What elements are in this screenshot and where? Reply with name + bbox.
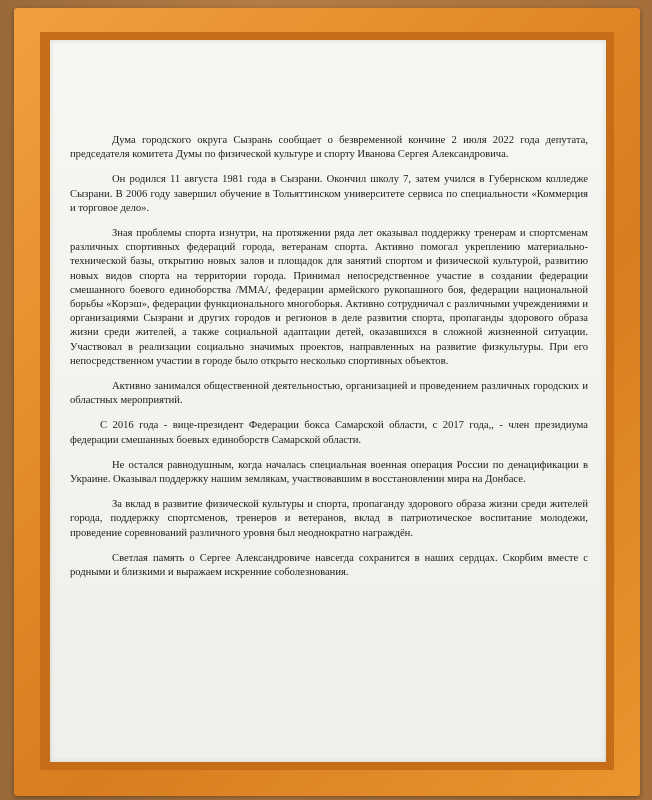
paragraph-awards: За вклад в развитие физической культуры и спорта, пропаганду здорового образа жизни среди жителей города, поддержку спортсменов, тренеров и ветеранов, вклад в патриотическое воспитание молодежи, проведение соревнований различного уровня был неоднократно награждён. bbox=[70, 499, 588, 539]
paragraph-public-activity: Активно занимался общественной деятельностью, организацией и проведением различных городских и областных мероприятий. bbox=[70, 381, 588, 407]
paragraph-support-donbas: Не остался равнодушным, когда началась специальная военная операция России по денацификации в Украине. Оказывал поддержку нашим землякам, участвовавшим в восстановлении мира на Донбасе. bbox=[70, 459, 588, 486]
document-sheet bbox=[50, 40, 606, 762]
paragraph-announcement: Дума городского округа Сызрань сообщает о безвременной кончине 2 июля 2022 года депутата, председателя комитета Думы по физической культуре и спорту Иванова Сергея Александровича. bbox=[70, 135, 588, 161]
paragraph-sports-support: Зная проблемы спорта изнутри, на протяжении ряда лет оказывал поддержку тренерам и спортсменам различных спортивных федераций города, ветеранам спорта. Активно помогал укреплению материально-технической базы, открытию новых залов и площадок для занятий спортом и физической культурой, развитию новых видов спорта на территории города. Принимал непосредственное участие в создании федерации смешанного боевого единоборства /ММА/, федерации армейского рукопашного боя, федерации национальной борьбы «Корэш», федерации функционального многоборья. Активно сотрудничал с различными учреждениями и организациями Сызрани и других городов и регионов в деле развития спорта, пропаганды здорового образа жизни среди жителей, а также социальной адаптации детей, оказавшихся в сложной жизненной ситуации. Участвовал в реализации социально значимых проектов, направленных на развитие физкультуры. При его непосредственном участии в городе было открыто несколько спортивных объектов. bbox=[70, 228, 588, 367]
paragraph-federation-roles: С 2016 года - вице-президент Федерации бокса Самарской области, с 2017 года,, - член президиума федерации смешанных боевых единоборств Самарской области. bbox=[70, 420, 588, 446]
paragraph-condolences: Светлая память о Сергее Александровиче навсегда сохранится в наших сердцах. Скорбим вместе с родными и близкими и выражаем искренние соболезнования. bbox=[70, 552, 588, 579]
paragraph-biography: Он родился 11 августа 1981 года в Сызрани. Окончил школу 7, затем учился в Губернском колледже Сызрани. В 2006 году завершил обучение в Тольяттинском университете сервиса по специальности «Коммерция и торговое дело». bbox=[70, 174, 588, 214]
obituary-text bbox=[70, 134, 588, 580]
